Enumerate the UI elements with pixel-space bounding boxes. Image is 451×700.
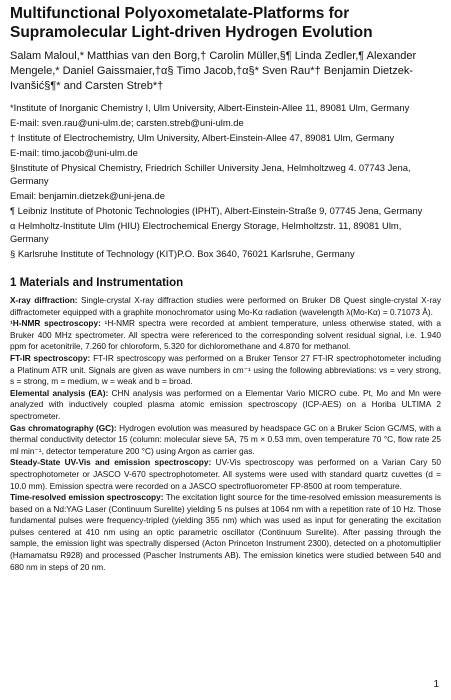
paper-title: Multifunctional Polyoxometalate-Platforms for Supramolecular Light-driven Hydrogen Evolution (10, 5, 373, 41)
paragraph-text: The excitation light source for the time-resolved emission measurements is based on a Nd:YAG Laser (Continuum Surelite) yielding 5 ns pulses at 1064 nm with a repetition rate of 10 Hz. Those fundamental pulses were frequency-tripled (yielding 355 nm) which was used as input for generating the excitation pulses centered at 410 nm using an optic parametric oscillator (Continuum Surelite). After passing through the sample, the emission light was spectrally dispersed (Acton Princeton Instrument 2300), detected on a photomultiplier (Hamamatsu R928) and processed (Pascher Instruments AB). The emission kinetics were studied between 540 and 680 nm in steps of 20 nm. (10, 492, 441, 572)
affiliation-line: § Karlsruhe Institute of Technology (KIT)P.O. Box 3640, 76021 Karlsruhe, Germany (10, 248, 355, 259)
paragraph-uvvis (10, 457, 441, 492)
paragraph-label: FT-IR spectroscopy: (10, 352, 91, 363)
paragraph-ftir (10, 353, 441, 388)
paragraph-text: ¹H-NMR spectra were recorded at ambient temperature, unless otherwise stated, with a Bruker 400 MHz spectrometer. All spectra were referenced to the corresponding solvent residual signal, i.e. 1.940 ppm for acetonitrile, 7.260 for chloroform, 5.320 for dichloromethane and 4.870 for methanol. (10, 318, 441, 352)
affiliation-line: §Institute of Physical Chemistry, Friedrich Schiller University Jena, Helmholtzweg 4. 07743 Jena, Germany (10, 162, 411, 186)
affiliation-email: E-mail: timo.jacob@uni-ulm.de (10, 147, 138, 158)
affiliation-email: Email: benjamin.dietzek@uni-jena.de (10, 190, 165, 201)
paragraph-xray (10, 295, 441, 318)
paragraph-gc (10, 423, 441, 458)
paragraph-text: UV-Vis spectroscopy was performed on a Varian Cary 50 spectrophotometer or JASCO V-670 spectrophotometer. All systems were used with standard quartz cuvettes (d = 10.0 mm). Emission spectra were recorded on a JASCO spectrofluorometer FP-8500 at room temperature. (10, 457, 441, 491)
affiliation-email: E-mail: sven.rau@uni-ulm.de; carsten.streb@uni-ulm.de (10, 117, 244, 128)
paragraph-ea (10, 388, 441, 423)
paragraph-text: Hydrogen evolution was measured by headspace GC on a Bruker Scion GC/MS, with a thermal conductivity detector 15 (column: molecular sieve 5A, 75 m × 0.53 mm, oven temperature 70 °C, flow rate 25 ml min⁻¹, detector temperature 200 °C) using Argon as carrier gas. (10, 422, 441, 456)
author-list: Salam Maloul,* Matthias van den Borg,† Carolin Müller,§¶ Linda Zedler,¶ Alexander Mengele,* Daniel Gaissmaier,†α§ Timo Jacob,†α§* Sven Rau*† Benjamin Dietzek-Ivanšić§¶* and Carsten Streb*† (10, 50, 417, 92)
affiliation-line: α Helmholtz-Institute Ulm (HIU) Electrochemical Energy Storage, Helmholtzstr. 11, 89081 Ulm, Germany (10, 220, 402, 244)
paragraph-text: CHN analysis was performed on a Elementar Vario MICRO cube. Pt, Mo and Mn were analyzed with inductively coupled plasma atomic emission spectroscopy (ICP-AES) on a Horiba ULTIMA 2 spectrometer. (10, 387, 442, 421)
affiliation-line: † Institute of Electrochemistry, Ulm University, Albert-Einstein-Allee 47, 89081 Ulm, Germany (10, 132, 395, 143)
paragraph-nmr (10, 318, 441, 353)
page-number: 1 (433, 679, 439, 690)
paragraph-label: Elemental analysis (EA): (10, 387, 109, 398)
affiliation-line: *Institute of Inorganic Chemistry I, Ulm University, Albert-Einstein-Allee 11, 89081 Ulm, Germany (10, 102, 410, 113)
affiliations (10, 101, 441, 260)
paragraph-time-resolved (10, 492, 441, 573)
paragraph-text: FT-IR spectroscopy was performed on a Bruker Tensor 27 FT-IR spectrophotometer including a Platinum ATR unit. Signals are given as wave numbers in cm⁻¹ using the following abbreviations: vs = very strong, s = strong, m = medium, w = weak and b = broad. (10, 352, 442, 387)
paragraph-text: Single-crystal X-ray diffraction studies were performed on Bruker D8 Quest single-crystal X-ray diffractometer equipped with a graphite monochromator using Mo-Kα radiation (wavelength λ(Mo-Kα) = 0.71073 Å). (10, 295, 441, 317)
paragraph-label: Time-resolved emission spectroscopy: (10, 492, 164, 503)
paragraph-label: X-ray diffraction: (10, 295, 78, 305)
paragraph-label: Steady-State UV-Vis and emission spectroscopy: (10, 457, 212, 468)
paragraph-label: ¹H-NMR spectroscopy: (10, 318, 101, 329)
instrumentation-paragraphs (10, 295, 441, 573)
section-heading: 1 Materials and Instrumentation (10, 277, 184, 289)
affiliation-line: ¶ Leibniz Institute of Photonic Technologies (IPHT), Albert-Einstein-Straße 9, 07745 Jena, Germany (10, 205, 423, 216)
paragraph-label: Gas chromatography (GC): (10, 422, 117, 433)
